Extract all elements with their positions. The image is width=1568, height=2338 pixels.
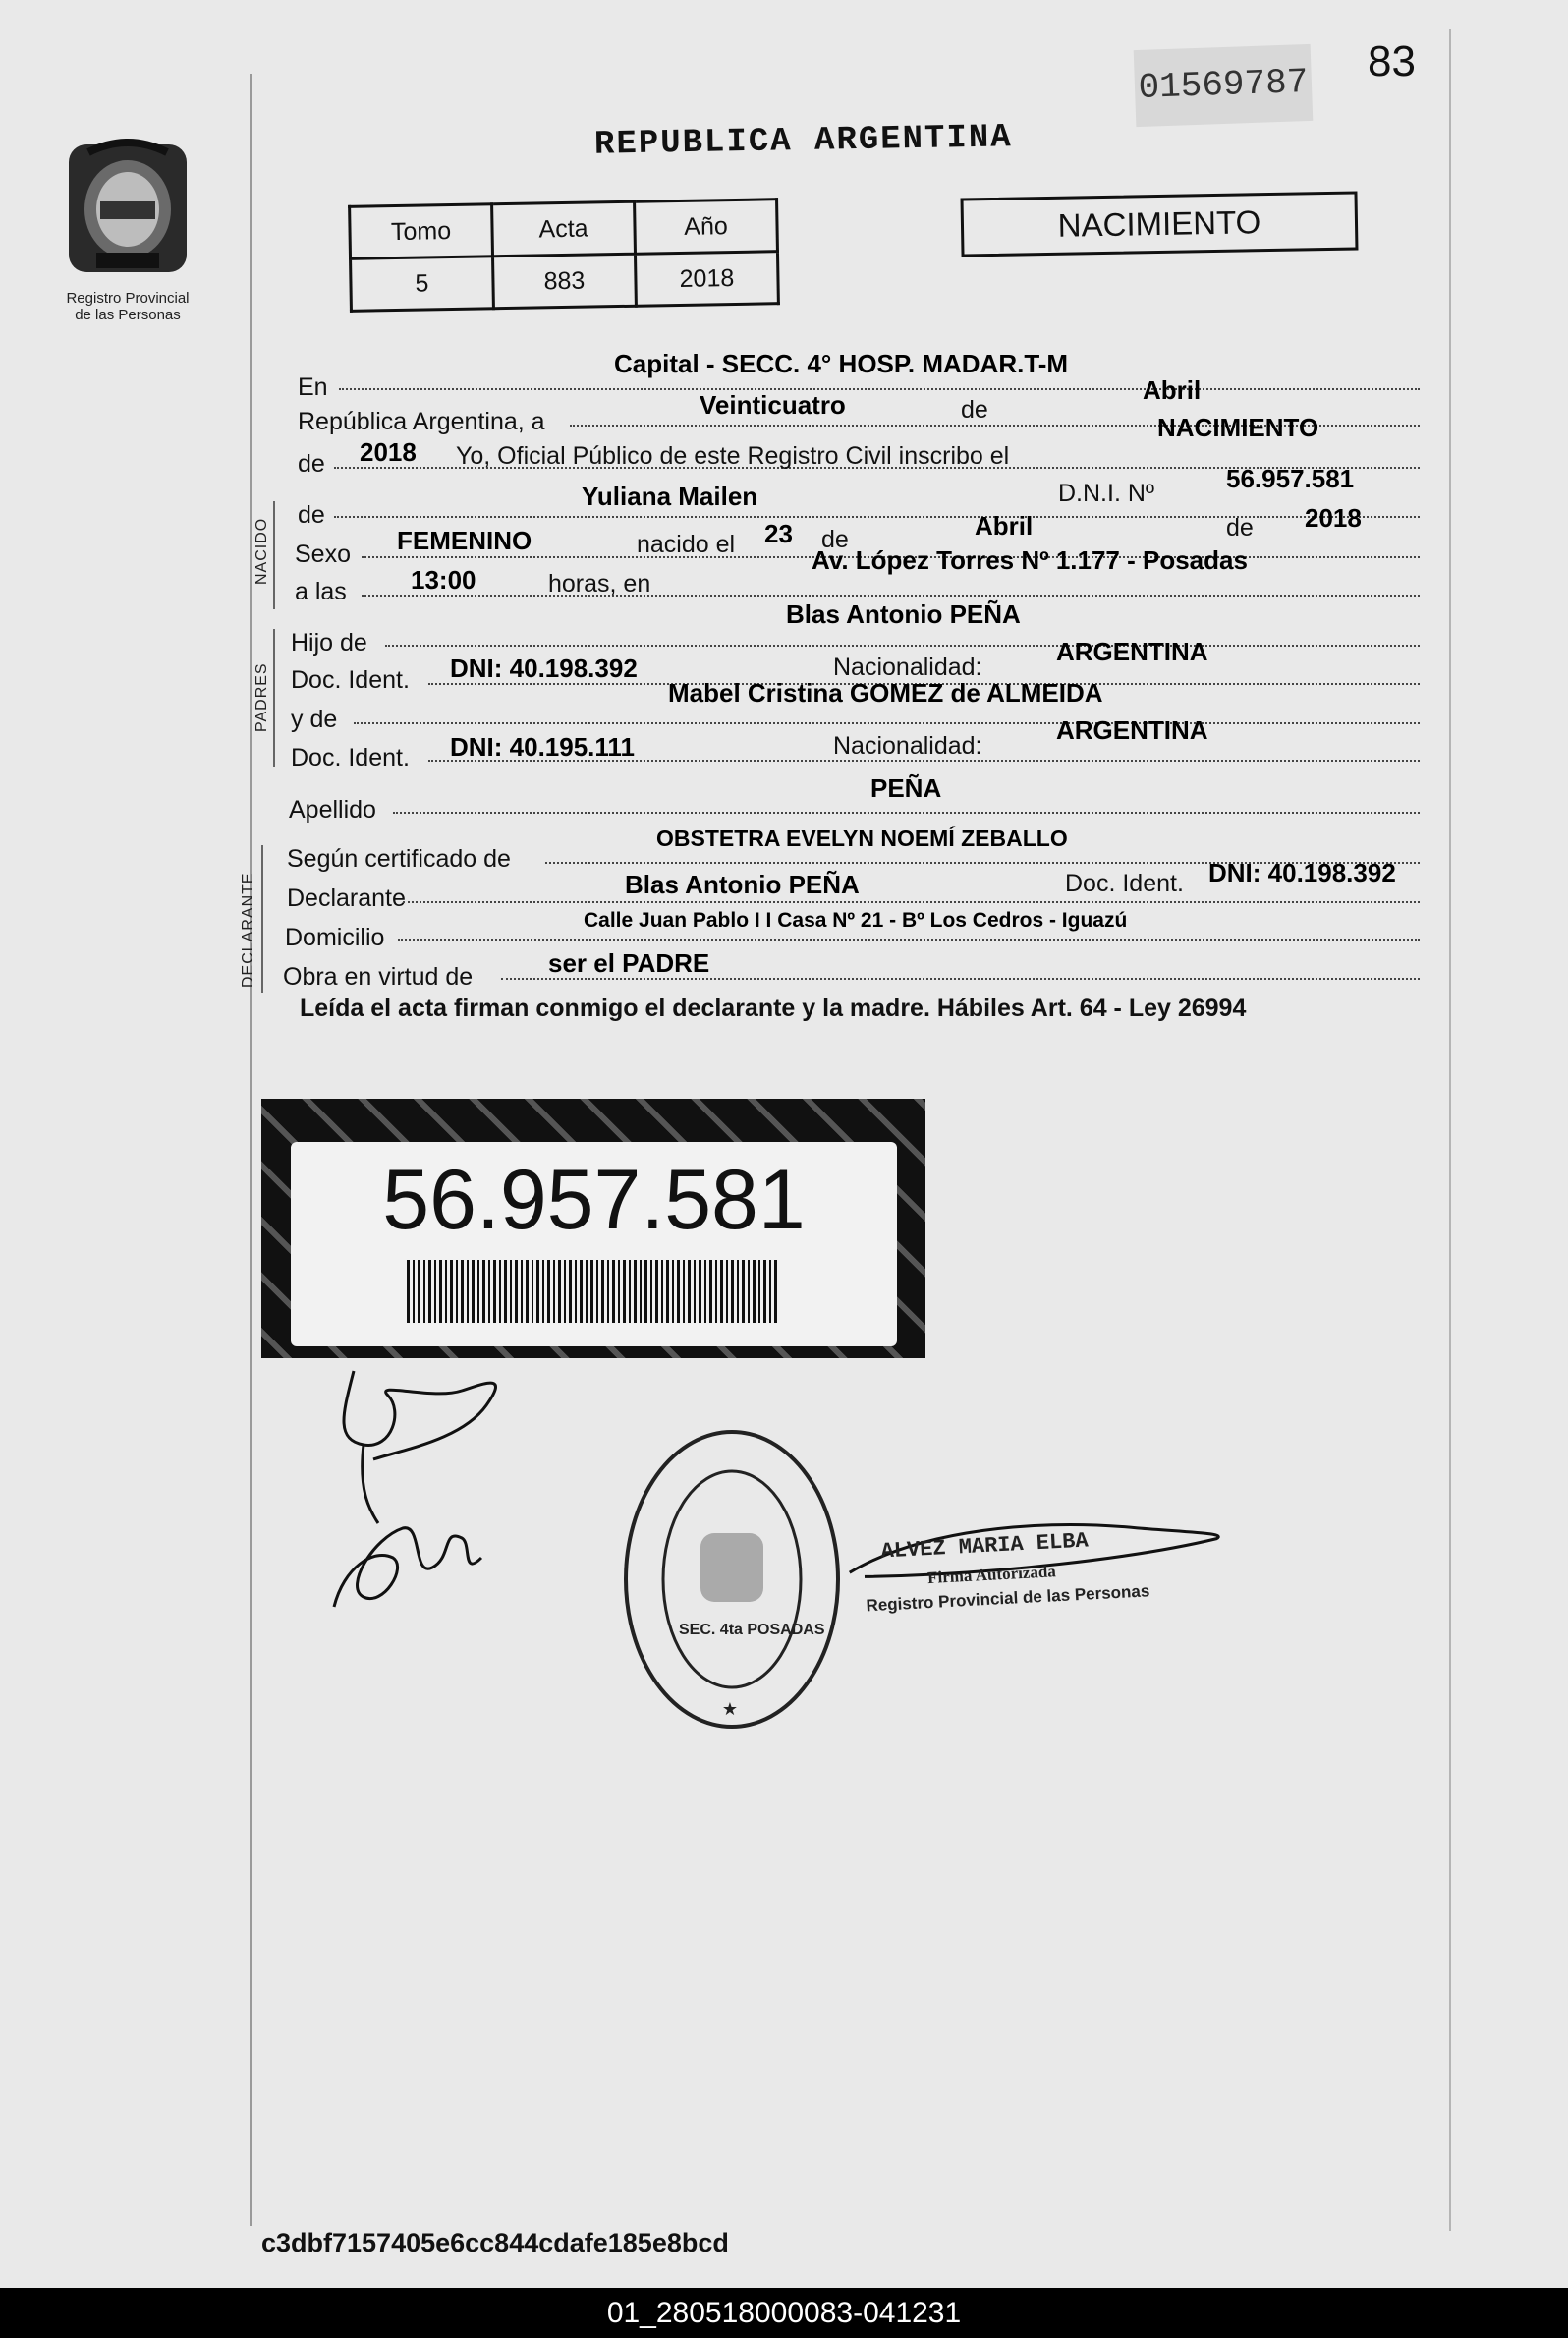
field-mes: Abril: [1143, 375, 1202, 405]
dots-nombre: [334, 516, 1420, 518]
label-decl-doc: Doc. Ident.: [1065, 870, 1184, 897]
record-table-value-row: [351, 252, 779, 312]
page-number: 83: [1368, 37, 1416, 86]
field-nacido-dia: 23: [764, 519, 793, 548]
field-lugar: Av. López Torres Nº 1.177 - Posadas: [812, 545, 1248, 575]
label-nac-padre: Nacionalidad:: [833, 654, 982, 681]
padres-bracket: [273, 629, 275, 767]
label-horas: horas, en: [548, 570, 651, 598]
dni-card: [261, 1099, 925, 1358]
document-hash: c3dbf7157405e6cc844cdafe185e8bcd: [261, 2228, 729, 2257]
label-declarante: Declarante: [287, 884, 406, 912]
serial-number: 01569787: [1134, 44, 1314, 127]
nacido-bracket: [273, 501, 275, 609]
field-segun: OBSTETRA EVELYN NOEMÍ ZEBALLO: [656, 826, 1068, 851]
dots-en: [339, 388, 1420, 390]
field-declarante: Blas Antonio PEÑA: [625, 870, 860, 899]
dots-madre: [354, 722, 1420, 724]
label-de4: de: [821, 526, 849, 553]
officer-title: Firma Autorizada: [926, 1562, 1057, 1588]
field-nacido-anio: 2018: [1305, 503, 1362, 533]
label-domicilio: Domicilio: [285, 924, 385, 951]
field-madre-doc: DNI: 40.195.111: [450, 732, 635, 762]
field-dia: Veinticuatro: [700, 390, 846, 420]
dots-apellido: [393, 812, 1420, 814]
dots-padre: [385, 645, 1420, 647]
label-yde: y de: [291, 706, 338, 733]
record-table-header-row: [350, 200, 778, 259]
side-label-nacido: NACIDO: [253, 517, 270, 585]
header-tomo: Tomo: [350, 204, 493, 259]
label-alas: a las: [295, 578, 347, 605]
field-dni: 56.957.581: [1226, 464, 1355, 493]
field-hora: 13:00: [411, 565, 476, 595]
label-sexo: Sexo: [295, 541, 351, 568]
value-anio: 2018: [635, 252, 778, 307]
emblem-caption: [47, 290, 208, 323]
dni-card-inner: [291, 1142, 897, 1346]
label-doc-padre: Doc. Ident.: [291, 666, 410, 694]
svg-text:★: ★: [721, 1699, 739, 1719]
side-label-padres: PADRES: [253, 662, 270, 732]
label-republica: República Argentina, a: [298, 408, 545, 435]
label-de3: de: [298, 501, 325, 529]
header-anio: Año: [635, 200, 778, 255]
emblem-caption-line2: de las Personas: [75, 307, 181, 323]
label-inscribo: Yo, Oficial Público de este Registro Civil inscribo el: [456, 442, 1010, 470]
label-en: En: [298, 373, 328, 401]
field-sexo: FEMENINO: [397, 526, 532, 555]
declarant-signature: [314, 1351, 531, 1646]
field-apellido: PEÑA: [870, 773, 942, 803]
province-emblem: [59, 133, 196, 329]
field-nacido-mes: Abril: [975, 511, 1034, 541]
field-padre: Blas Antonio PEÑA: [786, 599, 1021, 629]
field-madre: Mabel Cristina GOMEZ de ALMEIDA: [668, 678, 1103, 708]
label-apellido: Apellido: [289, 796, 376, 824]
stamp-center-text: SEC. 4ta POSADAS: [679, 1622, 825, 1638]
record-table: [348, 198, 780, 313]
field-padre-doc: DNI: 40.198.392: [450, 654, 638, 683]
dots-hora: [362, 595, 1420, 597]
footer-id: 01_280518000083-041231: [0, 2288, 1568, 2338]
label-hijo: Hijo de: [291, 629, 367, 656]
dots-declarante: [403, 901, 1420, 903]
dni-card-number: 56.957.581: [382, 1153, 806, 1247]
label-obra: Obra en virtud de: [283, 963, 474, 991]
field-decl-doc: DNI: 40.198.392: [1208, 858, 1396, 887]
label-de2: de: [298, 450, 325, 478]
label-nac-madre: Nacionalidad:: [833, 732, 982, 760]
label-de: de: [961, 396, 988, 424]
officer-stamp: [842, 1504, 1241, 1642]
label-dni: D.N.I. Nº: [1058, 480, 1155, 507]
field-inscribo: NACIMIENTO: [1157, 413, 1319, 442]
officer-name: ALVEZ MARIA ELBA: [880, 1528, 1090, 1565]
field-padre-nac: ARGENTINA: [1056, 637, 1208, 666]
side-label-declarante: DECLARANTE: [240, 872, 256, 988]
barcode-icon: [407, 1260, 780, 1323]
stamp-seal-icon: [614, 1420, 850, 1739]
left-margin-line: [250, 74, 252, 2226]
field-madre-nac: ARGENTINA: [1056, 715, 1208, 745]
field-nombre: Yuliana Mailen: [582, 482, 758, 511]
label-doc-madre: Doc. Ident.: [291, 744, 410, 771]
header-acta: Acta: [492, 201, 636, 257]
officer-org: Registro Provincial de las Personas: [866, 1581, 1150, 1616]
field-en: Capital - SECC. 4° HOSP. MADAR.T-M: [614, 349, 1069, 378]
value-acta: 883: [493, 254, 637, 309]
field-domicilio: Calle Juan Pablo I I Casa Nº 21 - Bº Los Cedros - Iguazú: [584, 909, 1128, 932]
label-de5: de: [1226, 514, 1254, 542]
value-tomo: 5: [351, 257, 494, 312]
label-segun: Según certificado de: [287, 845, 511, 873]
coat-of-arms-icon: [59, 133, 196, 290]
emblem-caption-line1: Registro Provincial: [66, 290, 190, 307]
closing-note: Leída el acta firman conmigo el declarante y la madre. Hábiles Art. 64 - Ley 26994: [300, 995, 1247, 1022]
record-type-box: NACIMIENTO: [961, 191, 1359, 257]
dots-domicilio: [398, 939, 1420, 941]
label-nacido: nacido el: [637, 531, 736, 558]
right-margin-line: [1449, 29, 1451, 2231]
page-title: REPUBLICA ARGENTINA: [593, 119, 1013, 164]
declarante-bracket: [261, 845, 263, 993]
field-anio: 2018: [360, 437, 417, 467]
official-stamp: [614, 1420, 850, 1739]
field-obra: ser el PADRE: [548, 948, 710, 978]
